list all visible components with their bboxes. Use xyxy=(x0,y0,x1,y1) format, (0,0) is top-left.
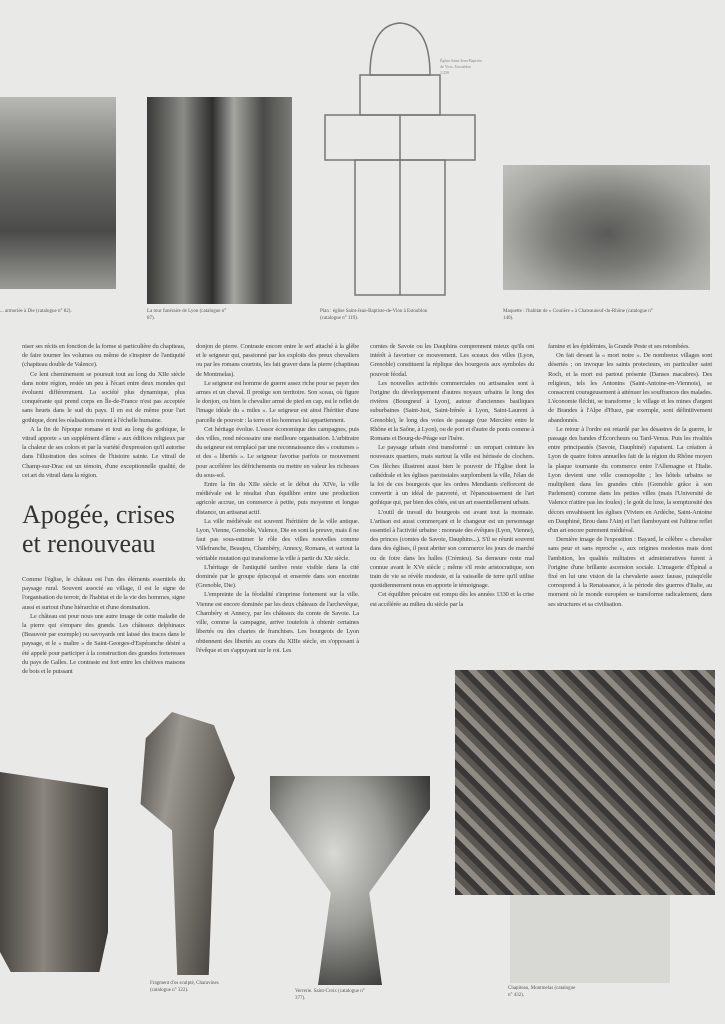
paragraph: La ville médiévale est souvent l'héritière de la ville antique. Lyon, Vienne, Grenoble, Valence, Die en sont la preuve, mais il ne faut pas sous-estimer le rôle des villes nouvelles comme Villefranche, Beaujeu, Chambéry, Annecy, Romans, et surtout la véritable mutation qui transforme la ville à partir du XIe siècle. xyxy=(196,517,359,562)
caption-plan: Plan : église Saint-Jean-Baptiste-de-Vion à Estoublon (catalogue n° 119). xyxy=(320,309,428,321)
paragraph: comtes de Savoie ou les Dauphins comprennent mieux qu'ils ont intérêt à favoriser ce mouvement. Les sceaux des villes (Lyon, Grenoble) constituent la réplique des bourgeois aux symboles du pouvoir féodal. xyxy=(370,343,534,378)
caption-photo4: Maquette : l'habitat de « Coutière » à Chateauneuf-du-Rhône (catalogue n° 140). xyxy=(503,309,653,321)
caption-photo2: La tour funéraire de Lyon (catalogue n° 87). xyxy=(147,309,227,321)
plan-note xyxy=(440,58,482,76)
caption-photo1: ... armoriée à Die (catalogue n° 82). xyxy=(0,309,72,314)
paragraph: L'héritage de l'antiquité tardive reste visible dans la cité dominée par le groupe épiscopal et enserrée dans son enceinte (Grenoble, Die). xyxy=(196,563,359,590)
text-column-1-bottom xyxy=(22,575,185,676)
photo-glass-vase xyxy=(270,765,430,985)
photo-habitat-model xyxy=(503,165,710,290)
capital-pedestal xyxy=(510,895,670,983)
paragraph: Cet équilibre précaire est rompu dès les années 1330 et la crise est accélérée au milieu du siècle par la xyxy=(370,591,534,608)
paragraph: donjon de pierre. Contraste encore entre le serf attaché à la glèbe et le seigneur qui, passionné par les exploits des preux chevaliers ou par les romans courtois, les fait graver dans la pierre (chapiteau de Montmelas). xyxy=(196,343,359,378)
paragraph: Le retour à l'ordre est retardé par les désastres de la guerre, le passage des bandes d'Écorcheurs ou Tard-Venus. Puis les rivalités entre principautés (Savoie, Dauphiné) s'apaisent. La création à Lyon de quatre foires annuelles fait de la région du Rhône moyen la plaque tournante du commerce entre l'Allemagne et l'Italie. Lyon devient une ville cosmopolite ; les hôtels urbains se multiplient dans les grandes cités (Grenoble grâce à son Parlement) comme dans les petites villes (mais l'Université de Valence n'attire pas les foules) ; le goût du luxe, la somptuosité des décors envahissent les églises (Viviers en Ardèche, Saint-Antoine en Dauphiné, Brou dans l'Ain) et l'art flamboyant est l'ultime reflet d'un art encore purement médiéval. xyxy=(548,425,712,535)
paragraph: niser ses récits en fonction de la forme si particulière du chapiteau, de faire tourner les volumes ou même de s'inspirer de l'antiquité (chapiteau double de Valence). xyxy=(22,343,185,369)
paragraph: L'outil de travail du bourgeois est avant tout la monnaie. L'artisan est aussi commerçant et le changeur est un personnage essentiel à l'activité urbaine : monnaie des évêques (Lyon, Vienne), des princes (comtes de Savoie, Dauphins...). S'il se réunit souvent dans des églises, il peut abriter son commerce les jours de marché ou de foire dans les halles (Crémieu). Sa demeure reste mal connue avant le XVe siècle ; même s'il reste aristocratique, son train de vie se révèle modeste, et la vaisselle de terre qu'il utilise quotidiennement nous en apporte le témoignage. xyxy=(370,508,534,590)
text-column-2 xyxy=(196,342,359,655)
plan-note-line: 1/250 xyxy=(440,70,450,75)
photo-bone-comb xyxy=(0,772,108,972)
text-column-3 xyxy=(370,342,534,609)
paragraph: famine et les épidémies, la Grande Peste et ses retombées. xyxy=(548,343,690,350)
section-heading: Apogée, crises et renouveau xyxy=(22,500,176,558)
paragraph: L'empreinte de la féodalité s'imprime fortement sur la ville. Vienne est encore dominée par les deux châteaux de l'archevêque, Chambéry et Annecy, par les châteaux du comte de Savoie. La ville, comme la campagne, arrive toutefois à obtenir certaines libertés ou des chartes de franchises. Les bourgeois de Lyon obtiennent des libertés au cours du XIIIe siècle, en s'opposant à l'évêque et en s'appuyant sur le roi. Les xyxy=(196,591,359,654)
photo-carved-bone xyxy=(130,712,235,975)
paragraph: Le seigneur est homme de guerre assez riche pour se payer des armes et un cheval. Il protège son territoire. Son sceau, où figure le donjon, ou bien le chevalier armé de pied en cap, est le reflet de l'image idéale du « miles ». Le seigneur est ainsi l'héritier d'une parcelle de pouvoir : la terre et les hommes lui appartiennent. xyxy=(196,379,359,424)
photo-city-gate xyxy=(0,97,116,289)
paragraph: Ce lent cheminement se poursuit tout au long du XIIe siècle dans notre région, restée un peu à l'écart entre deux mondes qui évoluent différemment. La société plus dynamique, plus conquérante qui prend corps en Île-de-France n'est pas acceptée sans heurts dans le sud du pays. Il en est de même pour l'art gothique, dont les réalisations restent à l'échelle humaine. xyxy=(22,370,185,424)
paragraph: Entre la fin du XIIe siècle et le début du XIVe, la ville médiévale est le résultat d'un équilibre entre une production agricole accrue, un commerce à petite, puis moyenne et longue distance, un artisanat actif. xyxy=(196,481,359,516)
paragraph: Comme l'église, le château est l'un des éléments essentiels du paysage rural. Souvent associé au village, il est le signe de l'organisation du terroir, de l'habitat et de la vie des hommes, signe aussi et surtout d'une hiérarchie et d'une domination. xyxy=(22,576,185,611)
paragraph: Le château est pour nous une autre image de cette maladie de la pierre qui s'empare des grands. Les châteaux delphinaux (Beauvoir par exemple) ou savoyards ont laissé des traces dans le paysage, et le « maître » de Saint-Georges-d'Espéranche désiré a été appelé pour participer à la construction des grandes forteresses du pays de Galles. Le contraste est fort entre les chétives maisons de bois et le puissant xyxy=(22,612,185,676)
text-column-4 xyxy=(548,342,712,609)
plan-note-line: de Vion, Estoublon xyxy=(440,64,471,69)
paragraph: Le paysage urbain s'est transformé : un rempart ceinture les nouveaux quartiers, mais surtout la ville est hérissée de clochers. Ces flèches illustrent aussi bien le pouvoir de l'Église dont la cathédrale et les églises paroissiales surplombent la ville, l'élan de la foi de ces bourgeois que les ordres Mendiants s'efforcent de convertir à un idéal de pauvreté, et l'épanouissement de l'art gothique qui, par bien des côtés, est un art essentiellement urbain. xyxy=(370,444,534,507)
text-column-1-top xyxy=(22,342,185,480)
paragraph: Les nouvelles activités commerciales ou artisanales sont à l'origine du développement d'autres noyaux urbains le long des rivières (Bourgneuf à Lyon), autour d'anciennes basiliques suburbaines (Saint-Just, Saint-Irénée à Lyon, Saint-Laurent à Grenoble), le long des voies de passage (rue Mercière entre le Rhône et la Saône, à Lyon), ou de port et d'autre de ponts comme à Romans et Bourg-de-Péage sur l'Isère. xyxy=(370,379,534,443)
caption-capital: Chapiteau, Montmelas (catalogue n° 432). xyxy=(508,986,576,998)
paragraph: A la fin de l'époque romane et tout au long du gothique, le vitrail apporte « un supplément d'âme » aux édifices religieux par la chaleur de ses colors et par la variété d'expression qu'il autorise dans l'illustration des scènes de l'histoire sainte. Le vitrail de Champ-sur-Drac est un témoin, d'une exceptionnelle qualité, de cet art du vitrail dans la région. xyxy=(22,425,185,479)
paragraph: Cet héritage évolue. L'essor économique des campagnes, puis des villes, rend nécessaire une meilleure organisation. L'arbitraire du seigneur est remplacé par une reconnaissance des « coutumes » et des « libertés ». Le seigneur favorise parfois ce mouvement pour accélérer les défrichements ou mettre en valeur les richesses du sous-sol. xyxy=(196,425,359,479)
photo-funerary-tower xyxy=(147,97,292,304)
plan-note-line: Église Saint-Jean-Baptiste xyxy=(440,58,483,63)
paragraph: On fait devant la « mort noire ». De nombreux villages sont désertés ; on invoque les saints protecteurs, en particulier saint Roch, et la mort est partout présente (Danses macabres). Des religieux, tels les Antonins (Saint-Antoine-en-Viennois), se consacrent courageusement à atténuer les souffrances des malades. L'économie fléchit, se transforme ; le village et les mines d'argent de Brandes à l'Alpe d'Huez, par exemple, sont définitivement abandonnés. xyxy=(548,352,712,424)
paragraph: Dernière image de l'exposition : Bayard, le célèbre « chevalier sans peur et sans reproche », aux origines modestes mais dont l'ambition, les qualités militaires et administratives furent à l'origine d'une brillante ascension sociale. L'imagerie d'Épinal a fixé en lui une vision de la chevalerie assez fausse, puisqu'elle correspond à la Renaissance, à la période des guerres d'Italie, au moment où le monde européen se transforme radicalement, dans ses structures et sa civilisation. xyxy=(548,536,712,608)
photo-capital xyxy=(455,670,715,895)
caption-vase: Verrerie. Saint-Croix (catalogue n° 377). xyxy=(295,989,365,1001)
caption-fibula: Fragment d'os sculpté, Charavines (catalogue n° 322). xyxy=(150,981,219,993)
